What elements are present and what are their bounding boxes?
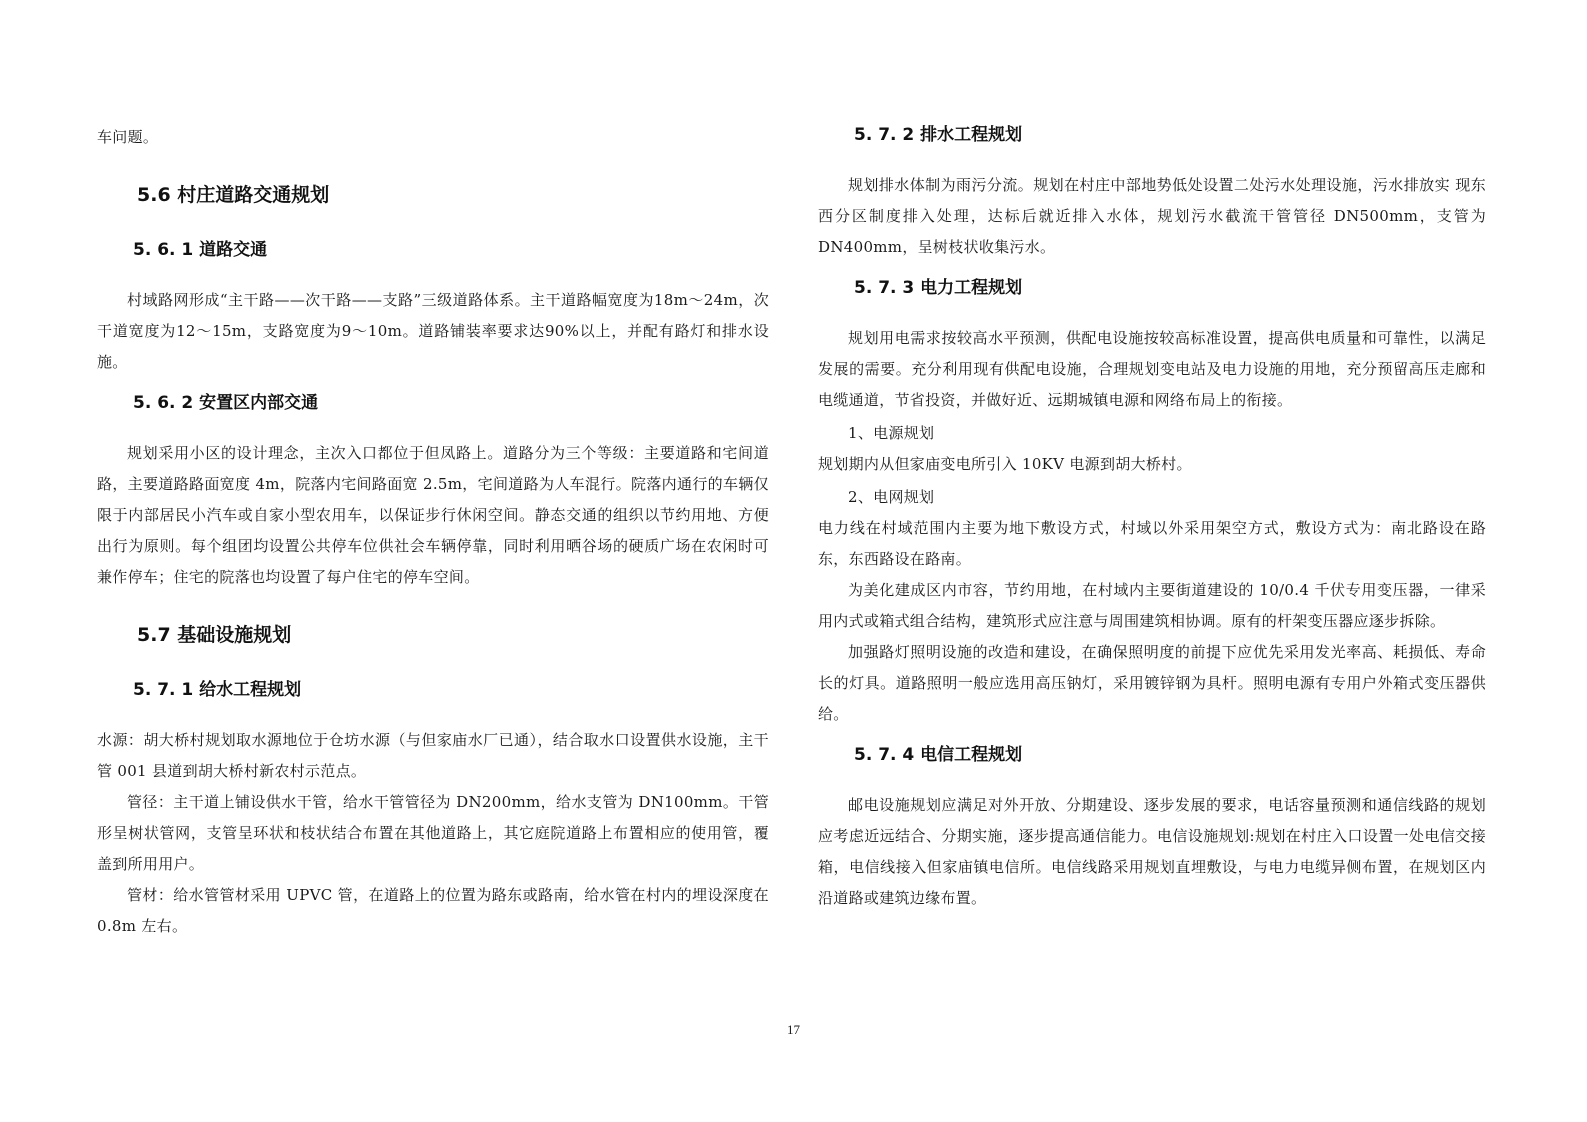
paragraph-water-source: 水源：胡大桥村规划取水源地位于仓坊水源（与但家庙水厂已通），结合取水口设置供水设施，主干管 001 县道到胡大桥村新农村示范点。: [97, 731, 769, 780]
paragraph-power-source: 规划期内从但家庙变电所引入 10KV 电源到胡大桥村。: [818, 455, 1192, 473]
list-item-power-grid: 2、电网规划: [848, 488, 935, 506]
paragraph-pipe-material: 管材：给水管管材采用 UPVC 管，在道路上的位置为路东或路南，给水管在村内的埋设深度在 0.8m 左右。: [97, 886, 769, 935]
paragraph-resettlement-traffic: 规划采用小区的设计理念，主次入口都位于但凤路上。道路分为三个等级：主要道路和宅间道路，主要道路路面宽度 4m，院落内宅间路面宽 2.5m，宅间道路为人车混行。院落内通行的车辆仅限于内部居民小汽车或自家小型农用车，以保证步行休闲空间。静态交通的组织以节约用地、方便出行为原则。每个组团均设置公共停车位供社会车辆停靠，同时利用晒谷场的硬质广场在农闲时可兼作停车；住宅的院落也均设置了每户住宅的停车空间。: [97, 444, 769, 586]
heading-5-7-3: 5. 7. 3 电力工程规划: [854, 278, 1023, 298]
heading-5-7-2: 5. 7. 2 排水工程规划: [854, 125, 1023, 145]
heading-5-7-4: 5. 7. 4 电信工程规划: [854, 745, 1023, 765]
heading-5-6-1: 5. 6. 1 道路交通: [133, 240, 268, 260]
page-number: 17: [787, 1022, 800, 1037]
paragraph-pipe-diameter: 管径：主干道上铺设供水干管，给水干管管径为 DN200mm，给水支管为 DN100mm。干管形呈树状管网，支管呈环状和枝状结合布置在其他道路上，其它庭院道路上布置相应的使用管，覆盖到所用用户。: [97, 793, 769, 873]
paragraph-transformers: 为美化建成区内市容，节约用地，在村域内主要街道建设的 10/0.4 千伏专用变压器，一律采用内式或箱式组合结构，建筑形式应注意与周围建筑相协调。原有的杆架变压器应逐步拆除。: [818, 581, 1486, 630]
paragraph-telecom: 邮电设施规划应满足对外开放、分期建设、逐步发展的要求，电话容量预测和通信线路的规划应考虑近远结合、分期实施，逐步提高通信能力。电信设施规划:规划在村庄入口设置一处电信交接箱，电信线接入但家庙镇电信所。电信线路采用规划直埋敷设，与电力电缆异侧布置，在规划区内沿道路或建筑边缘布置。: [818, 796, 1486, 907]
heading-5-7: 5.7 基础设施规划: [137, 624, 292, 646]
paragraph-road-traffic: 村域路网形成“主干路——次干路——支路”三级道路体系。主干道路幅宽度为18m～24m，次干道宽度为12～15m，支路宽度为9～10m。道路铺装率要求达90%以上，并配有路灯和排水设施。: [97, 291, 769, 371]
heading-5-6: 5.6 村庄道路交通规划: [137, 184, 330, 206]
list-item-power-source: 1、电源规划: [848, 424, 935, 442]
paragraph-drainage: 规划排水体制为雨污分流。规划在村庄中部地势低处设置二处污水处理设施，污水排放实 现东西分区制度排入处理，达标后就近排入水体，规划污水截流干管管径 DN500mm，支管为DN400mm，呈树枝状收集污水。: [818, 176, 1486, 256]
paragraph-continuation: 车问题。: [97, 128, 159, 146]
paragraph-power-demand: 规划用电需求按较高水平预测，供配电设施按较高标准设置，提高供电质量和可靠性，以满足发展的需要。充分利用现有供配电设施，合理规划变电站及电力设施的用地，充分预留高压走廊和电缆通道，节省投资，并做好近、远期城镇电源和网络布局上的衔接。: [818, 329, 1486, 409]
left-column: [97, 122, 769, 942]
paragraph-street-lighting: 加强路灯照明设施的改造和建设，在确保照明度的前提下应优先采用发光率高、耗损低、寿命长的灯具。道路照明一般应选用高压钠灯，采用镀锌钢为具杆。照明电源有专用户外箱式变压器供给。: [818, 643, 1486, 723]
heading-5-6-2: 5. 6. 2 安置区内部交通: [133, 393, 319, 413]
paragraph-power-lines: 电力线在村域范围内主要为地下敷设方式，村域以外采用架空方式，敷设方式为：南北路设在路东，东西路设在路南。: [818, 519, 1486, 568]
heading-5-7-1: 5. 7. 1 给水工程规划: [133, 680, 302, 700]
right-column: [818, 122, 1486, 914]
